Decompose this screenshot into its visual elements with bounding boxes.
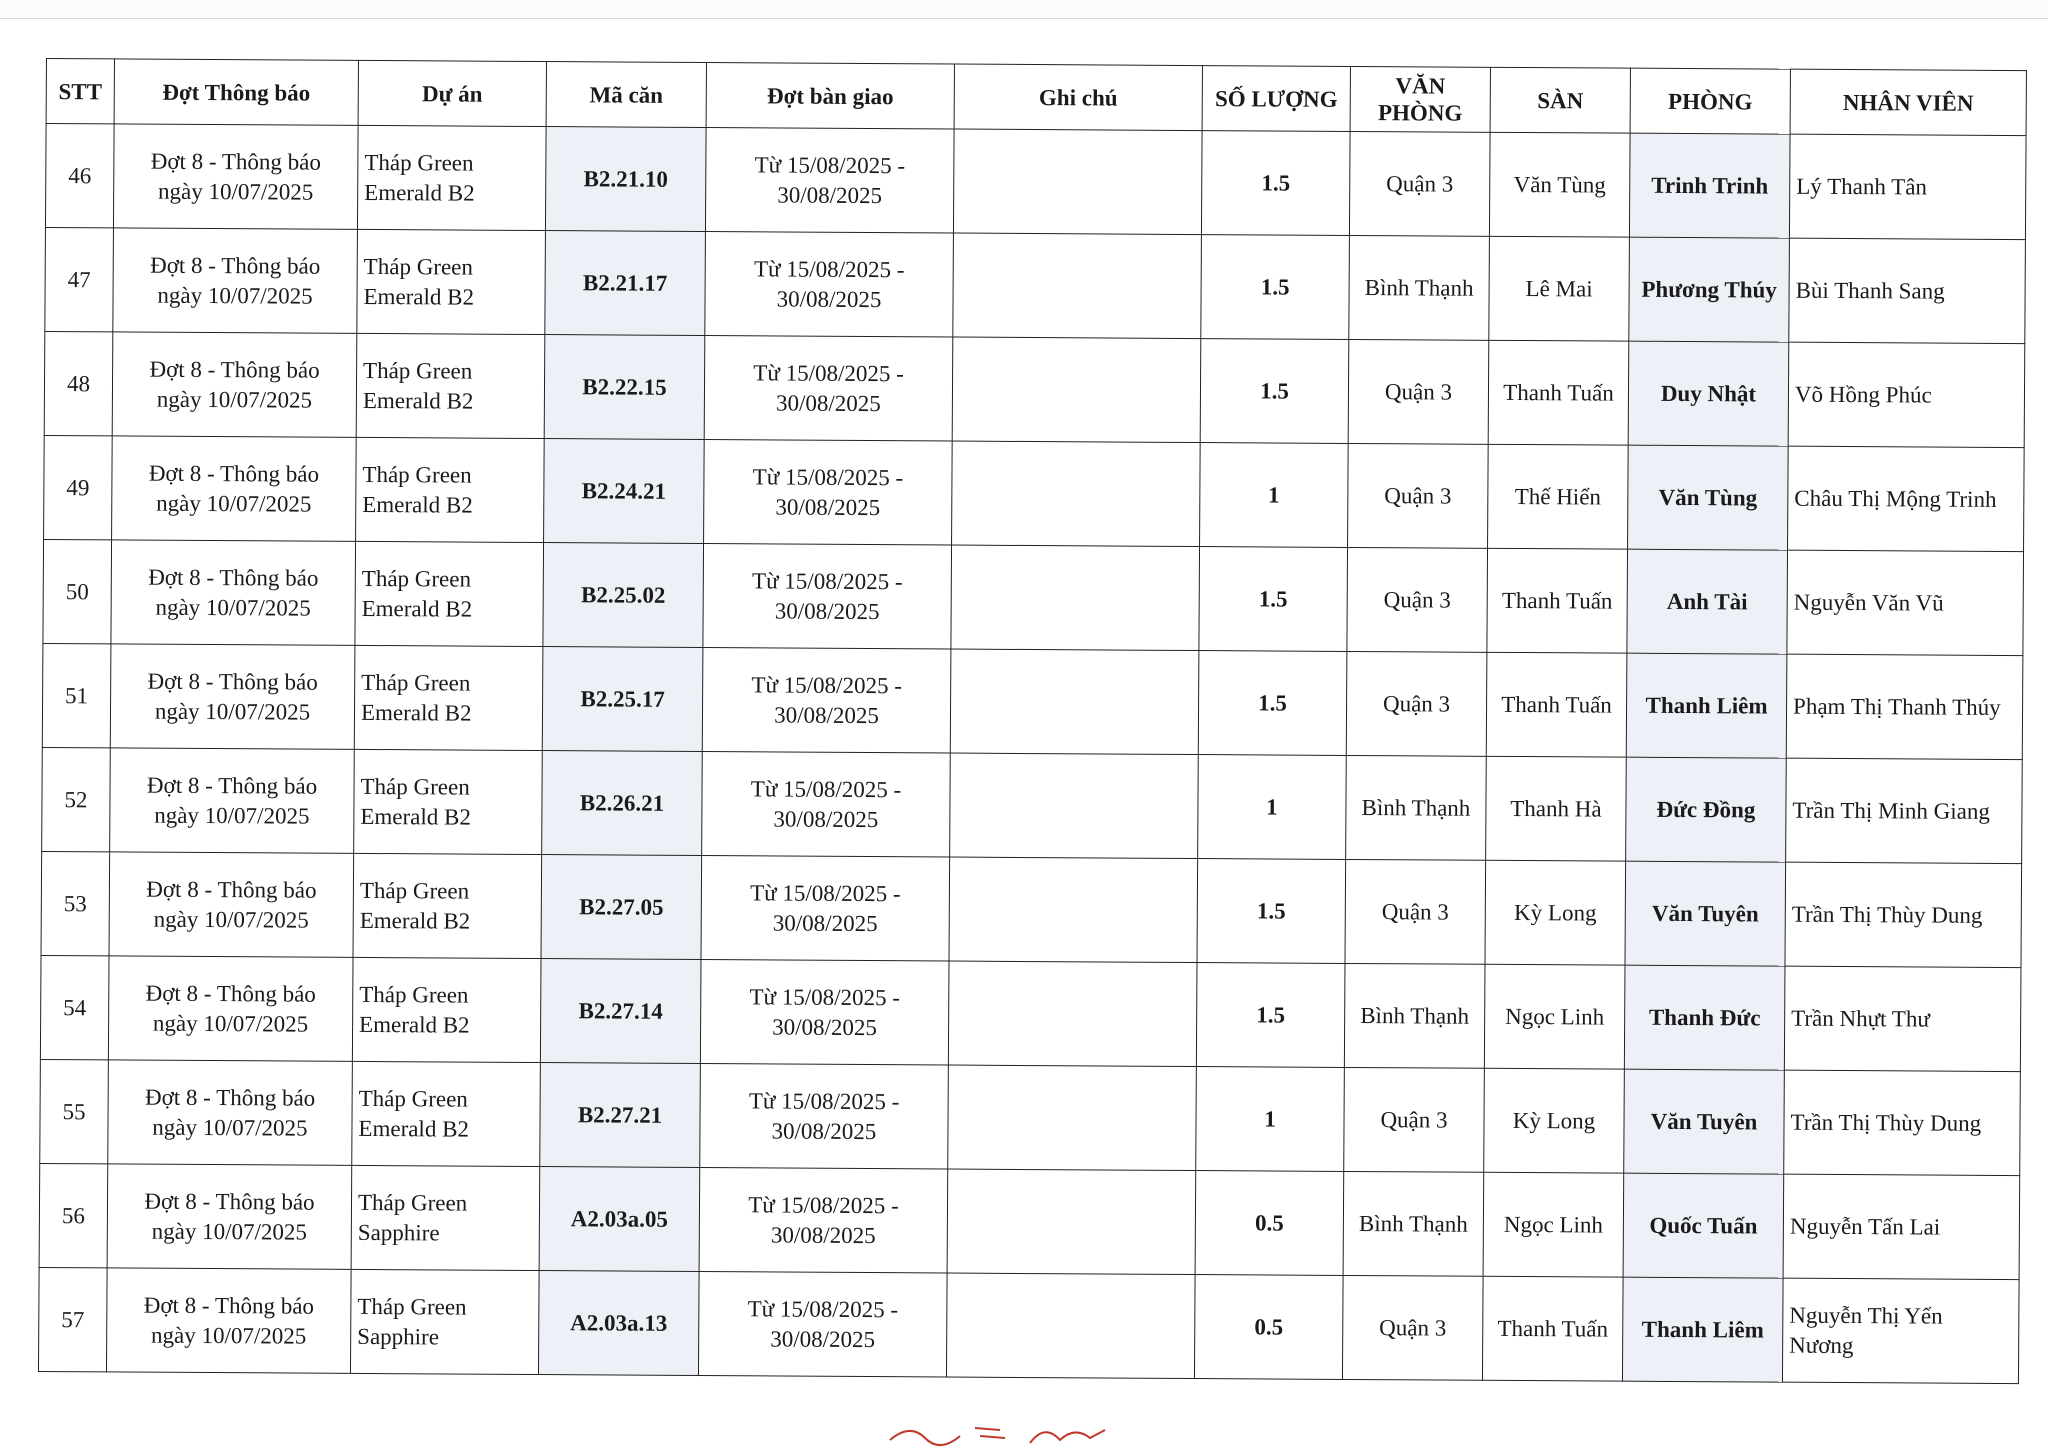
- header-san: SÀN: [1490, 67, 1630, 133]
- header-phong: PHÒNG: [1630, 68, 1790, 134]
- cell-stt: 47: [45, 227, 114, 331]
- cell-du-an: [353, 853, 542, 958]
- cell-dot-thong-bao-line1: Đợt 8 - Thông báo: [145, 980, 316, 1007]
- cell-ma-can: B2.26.21: [542, 751, 703, 856]
- cell-dot-ban-giao-line2: 30/08/2025: [776, 285, 882, 312]
- header-nhan-vien: NHÂN VIÊN: [1790, 69, 2026, 135]
- cell-nhan-vien: Trần Thị Minh Giang: [1786, 758, 2023, 863]
- cell-dot-thong-bao: [110, 748, 355, 853]
- cell-dot-thong-bao-line1: Đợt 8 - Thông báo: [146, 876, 317, 903]
- cell-dot-thong-bao-line1: Đợt 8 - Thông báo: [148, 460, 320, 487]
- cell-ghi-chu: [952, 441, 1201, 547]
- table-row: [39, 1163, 2020, 1279]
- cell-dot-thong-bao: [106, 1268, 351, 1373]
- cell-du-an-line1: Tháp Green: [359, 981, 469, 1008]
- cell-phong: Văn Tuyên: [1625, 861, 1786, 966]
- cell-dot-ban-giao: [704, 336, 953, 442]
- table-row: [38, 1267, 2019, 1383]
- cell-san: Lê Mai: [1489, 236, 1630, 341]
- cell-van-phong: Quận 3: [1348, 339, 1489, 444]
- cell-dot-thong-bao-line2: ngày 10/07/2025: [152, 1010, 309, 1037]
- cell-dot-ban-giao-line2: 30/08/2025: [774, 701, 879, 728]
- cell-dot-ban-giao-line1: Từ 15/08/2025 -: [749, 983, 901, 1010]
- cell-dot-thong-bao: [112, 332, 357, 437]
- cell-du-an: [355, 541, 544, 646]
- cell-stt: 54: [40, 955, 109, 1059]
- cell-dot-ban-giao: [702, 752, 951, 858]
- cell-stt: 51: [42, 643, 111, 747]
- cell-ghi-chu: [952, 337, 1201, 443]
- cell-san: Thanh Tuấn: [1482, 1276, 1623, 1381]
- cell-san: Thế Hiển: [1488, 444, 1629, 549]
- cell-dot-ban-giao-line1: Từ 15/08/2025 -: [748, 1087, 900, 1114]
- cell-dot-thong-bao: [107, 1164, 352, 1269]
- cell-dot-ban-giao: [702, 648, 951, 754]
- cell-so-luong: 1.5: [1197, 859, 1346, 964]
- cell-dot-thong-bao-line1: Đợt 8 - Thông báo: [144, 1084, 316, 1111]
- cell-dot-ban-giao: [699, 1168, 948, 1274]
- cell-ma-can: B2.25.17: [542, 647, 703, 752]
- cell-dot-ban-giao-line1: Từ 15/08/2025 -: [750, 775, 902, 802]
- cell-du-an: [352, 957, 541, 1062]
- cell-du-an: [354, 749, 543, 854]
- cell-san: Ngọc Linh: [1483, 1172, 1624, 1277]
- cell-stt: 46: [45, 124, 114, 228]
- cell-dot-thong-bao-line2: ngày 10/07/2025: [156, 386, 313, 413]
- cell-ma-can: B2.27.05: [541, 855, 702, 960]
- cell-dot-thong-bao-line1: Đợt 8 - Thông báo: [147, 668, 318, 695]
- cell-nhan-vien: Nguyễn Tấn Lai: [1783, 1174, 2020, 1279]
- cell-van-phong: Bình Thạnh: [1343, 1171, 1484, 1276]
- cell-ma-can: B2.24.21: [544, 439, 705, 544]
- cell-dot-ban-giao: [701, 856, 950, 962]
- cell-van-phong: Quận 3: [1347, 547, 1488, 652]
- cell-van-phong: Quận 3: [1349, 131, 1490, 236]
- cell-ghi-chu: [949, 857, 1198, 963]
- cell-du-an-line1: Tháp Green: [361, 669, 471, 696]
- cell-ma-can: B2.21.17: [545, 231, 706, 336]
- cell-stt: 56: [39, 1163, 108, 1267]
- cell-dot-ban-giao-line2: 30/08/2025: [771, 1117, 877, 1144]
- cell-du-an-line2: Emerald B2: [362, 387, 474, 414]
- cell-nhan-vien: Võ Hồng Phúc: [1788, 342, 2025, 447]
- table-row: [40, 955, 2021, 1071]
- cell-dot-ban-giao: [698, 1272, 947, 1378]
- cell-du-an: [354, 645, 543, 750]
- cell-dot-ban-giao-line2: 30/08/2025: [773, 805, 879, 832]
- cell-nhan-vien: Bùi Thanh Sang: [1789, 238, 2026, 343]
- cell-dot-ban-giao-line2: 30/08/2025: [777, 181, 883, 208]
- cell-stt: 57: [38, 1267, 107, 1371]
- cell-nhan-vien: Lý Thanh Tân: [1789, 134, 2026, 239]
- cell-san: Văn Tùng: [1489, 132, 1630, 237]
- document-table-container: [38, 58, 2026, 1384]
- cell-ghi-chu: [948, 961, 1197, 1067]
- cell-so-luong: 1.5: [1201, 131, 1350, 236]
- cell-du-an-line2: Emerald B2: [358, 1115, 470, 1142]
- cell-du-an-line1: Tháp Green: [364, 149, 474, 176]
- cell-dot-thong-bao: [109, 852, 354, 957]
- table-row: [41, 851, 2022, 967]
- cell-du-an-line2: Emerald B2: [363, 283, 475, 310]
- cell-du-an: [351, 1165, 540, 1270]
- cell-dot-ban-giao-line1: Từ 15/08/2025 -: [753, 255, 905, 282]
- cell-dot-ban-giao-line2: 30/08/2025: [772, 1013, 878, 1040]
- cell-ma-can: B2.22.15: [544, 335, 705, 440]
- cell-phong: Văn Tùng: [1628, 445, 1789, 550]
- cell-dot-ban-giao: [705, 232, 954, 338]
- cell-du-an: [352, 1061, 541, 1166]
- cell-dot-thong-bao: [108, 1060, 353, 1165]
- cell-san: Thanh Tuấn: [1487, 548, 1628, 653]
- cell-san: Thanh Tuấn: [1488, 340, 1629, 445]
- cell-dot-ban-giao-line1: Từ 15/08/2025 -: [747, 1295, 899, 1322]
- cell-dot-ban-giao-line2: 30/08/2025: [772, 909, 878, 936]
- cell-ma-can: B2.21.10: [545, 127, 706, 232]
- cell-dot-thong-bao: [110, 644, 355, 749]
- cell-so-luong: 1.5: [1198, 651, 1347, 756]
- cell-dot-thong-bao-line2: ngày 10/07/2025: [157, 178, 314, 205]
- cell-dot-thong-bao-line2: ngày 10/07/2025: [154, 698, 311, 725]
- cell-phong: Trinh Trinh: [1629, 133, 1790, 238]
- cell-du-an-line1: Tháp Green: [357, 1293, 467, 1320]
- cell-du-an-line2: Emerald B2: [364, 179, 475, 206]
- cell-du-an-line2: Emerald B2: [361, 595, 473, 622]
- cell-dot-ban-giao-line2: 30/08/2025: [775, 389, 881, 416]
- cell-dot-ban-giao: [704, 440, 953, 546]
- cell-du-an-line1: Tháp Green: [363, 253, 474, 280]
- cell-ma-can: B2.25.02: [543, 543, 704, 648]
- cell-du-an-line2: Emerald B2: [360, 699, 472, 726]
- cell-dot-ban-giao-line1: Từ 15/08/2025 -: [750, 879, 901, 906]
- cell-van-phong: Bình Thạnh: [1344, 963, 1485, 1068]
- cell-dot-ban-giao-line1: Từ 15/08/2025 -: [748, 1191, 899, 1218]
- cell-dot-thong-bao-line1: Đợt 8 - Thông báo: [150, 252, 321, 279]
- cell-stt: 52: [42, 747, 111, 851]
- cell-dot-ban-giao-line2: 30/08/2025: [770, 1325, 876, 1352]
- cell-dot-thong-bao-line1: Đợt 8 - Thông báo: [150, 148, 322, 175]
- cell-du-an-line2: Emerald B2: [359, 1011, 470, 1038]
- cell-du-an: [350, 1269, 539, 1374]
- cell-du-an: [356, 437, 545, 542]
- cell-stt: 48: [44, 331, 113, 435]
- header-van-phong-line1: VĂN: [1395, 73, 1446, 99]
- cell-dot-thong-bao-line2: ngày 10/07/2025: [154, 802, 310, 829]
- table-row: [40, 1059, 2021, 1175]
- cell-ma-can: B2.27.14: [540, 959, 701, 1064]
- cell-du-an-line1: Tháp Green: [359, 877, 470, 904]
- table-row: [44, 435, 2025, 551]
- table-row: [45, 124, 2026, 240]
- cell-so-luong: 1.5: [1199, 547, 1348, 652]
- cell-nhan-vien: Trần Thị Thùy Dung: [1785, 862, 2022, 967]
- cell-du-an: [356, 333, 545, 438]
- cell-dot-ban-giao-line1: Từ 15/08/2025 -: [752, 567, 903, 594]
- cell-dot-thong-bao: [113, 124, 358, 229]
- cell-dot-thong-bao-line2: ngày 10/07/2025: [157, 282, 313, 309]
- header-dot-ban-giao: Đợt bàn giao: [706, 63, 954, 130]
- cell-dot-ban-giao: [705, 128, 954, 234]
- cell-nhan-vien: Châu Thị Mộng Trinh: [1788, 446, 2025, 551]
- cell-dot-thong-bao: [111, 540, 356, 645]
- cell-san: Thanh Hà: [1486, 756, 1627, 861]
- cell-stt: 55: [40, 1059, 109, 1163]
- cell-van-phong: Quận 3: [1342, 1275, 1483, 1380]
- cell-phong: Thanh Liêm: [1622, 1277, 1783, 1382]
- cell-stt: 49: [44, 435, 113, 539]
- cell-van-phong: Quận 3: [1345, 859, 1486, 964]
- cell-dot-thong-bao-line2: ngày 10/07/2025: [156, 490, 312, 517]
- cell-van-phong: Quận 3: [1346, 651, 1487, 756]
- cell-dot-thong-bao-line1: Đợt 8 - Thông báo: [148, 564, 319, 591]
- table-row: [42, 643, 2023, 759]
- cell-van-phong: Quận 3: [1344, 1067, 1485, 1172]
- table-row: [44, 331, 2025, 447]
- cell-dot-ban-giao: [700, 1064, 949, 1170]
- cell-dot-ban-giao-line2: 30/08/2025: [770, 1221, 876, 1248]
- cell-dot-thong-bao-line1: Đợt 8 - Thông báo: [146, 772, 318, 799]
- cell-stt: 53: [41, 851, 110, 955]
- cell-du-an-line2: Sapphire: [357, 1219, 440, 1245]
- cell-dot-thong-bao-line2: ngày 10/07/2025: [151, 1322, 307, 1349]
- table-header-row: [46, 59, 2026, 136]
- cell-nhan-vien: Nguyễn Văn Vũ: [1787, 550, 2024, 655]
- cell-so-luong: 0.5: [1195, 1171, 1344, 1276]
- cell-phong: Quốc Tuấn: [1623, 1173, 1784, 1278]
- cell-dot-ban-giao: [700, 960, 949, 1066]
- cell-dot-ban-giao-line1: Từ 15/08/2025 -: [754, 151, 906, 178]
- cell-ghi-chu: [951, 545, 1200, 651]
- cell-san: Thanh Tuấn: [1486, 652, 1627, 757]
- cell-du-an-line1: Tháp Green: [358, 1085, 468, 1112]
- cell-nhan-vien: Trần Thị Thùy Dung: [1784, 1070, 2021, 1175]
- cell-dot-thong-bao-line1: Đợt 8 - Thông báo: [144, 1188, 315, 1215]
- cell-du-an: [357, 229, 546, 334]
- cell-du-an-line1: Tháp Green: [362, 461, 472, 488]
- cell-so-luong: 1: [1198, 755, 1347, 860]
- cell-ma-can: A2.03a.13: [538, 1271, 699, 1376]
- cell-so-luong: 1.5: [1196, 963, 1345, 1068]
- cell-phong: Duy Nhật: [1628, 341, 1789, 446]
- cell-so-luong: 1: [1196, 1067, 1345, 1172]
- cell-ghi-chu: [950, 649, 1199, 755]
- cell-dot-thong-bao-line2: ngày 10/07/2025: [151, 1218, 308, 1245]
- cell-dot-ban-giao-line1: Từ 15/08/2025 -: [752, 463, 904, 490]
- cell-dot-thong-bao: [113, 228, 358, 333]
- cell-dot-thong-bao: [112, 436, 357, 541]
- cell-du-an-line1: Tháp Green: [360, 773, 470, 800]
- cell-ghi-chu: [953, 129, 1202, 235]
- cell-phong: Anh Tài: [1627, 549, 1788, 654]
- cell-so-luong: 1.5: [1201, 235, 1350, 340]
- header-van-phong: [1350, 66, 1490, 132]
- cell-dot-ban-giao-line1: Từ 15/08/2025 -: [751, 671, 902, 698]
- scan-top-edge: [0, 0, 2048, 19]
- cell-phong: Thanh Liêm: [1626, 653, 1787, 758]
- cell-dot-ban-giao-line2: 30/08/2025: [774, 597, 880, 624]
- cell-du-an-line2: Emerald B2: [359, 907, 471, 934]
- cell-van-phong: Bình Thạnh: [1349, 235, 1490, 340]
- cell-du-an-line1: Tháp Green: [357, 1189, 468, 1216]
- handover-table: [38, 58, 2027, 1384]
- cell-dot-ban-giao-line2: 30/08/2025: [775, 493, 881, 520]
- cell-dot-thong-bao-line2: ngày 10/07/2025: [155, 594, 311, 621]
- cell-nhan-vien: Phạm Thị Thanh Thúy: [1786, 654, 2023, 759]
- cell-ma-can: B2.27.21: [540, 1063, 701, 1168]
- cell-dot-ban-giao: [703, 544, 952, 650]
- cell-ghi-chu: [946, 1273, 1195, 1379]
- cell-ghi-chu: [947, 1169, 1196, 1275]
- header-so-luong: SỐ LƯỢNG: [1202, 66, 1350, 132]
- table-row: [45, 227, 2026, 343]
- cell-van-phong: Bình Thạnh: [1346, 755, 1487, 860]
- signature-mark: [880, 1418, 1120, 1448]
- cell-phong: Văn Tuyên: [1624, 1069, 1785, 1174]
- header-du-an: Dự án: [358, 60, 546, 126]
- header-dot-thong-bao: Đợt Thông báo: [114, 59, 358, 125]
- cell-dot-thong-bao-line1: Đợt 8 - Thông báo: [149, 356, 320, 383]
- cell-so-luong: 1.5: [1200, 339, 1349, 444]
- table-row: [42, 747, 2023, 863]
- cell-so-luong: 0.5: [1194, 1275, 1343, 1380]
- table-body: [38, 124, 2026, 1384]
- cell-du-an-line2: Emerald B2: [360, 803, 471, 830]
- cell-dot-thong-bao-line2: ngày 10/07/2025: [152, 1114, 308, 1141]
- cell-dot-thong-bao-line1: Đợt 8 - Thông báo: [143, 1292, 315, 1319]
- cell-du-an-line2: Sapphire: [357, 1323, 440, 1349]
- cell-du-an-line2: Emerald B2: [362, 491, 473, 518]
- header-van-phong-line2: PHÒNG: [1377, 100, 1463, 126]
- cell-phong: Phương Thúy: [1629, 237, 1790, 342]
- header-ma-can: Mã căn: [546, 62, 706, 128]
- cell-dot-ban-giao-line1: Từ 15/08/2025 -: [753, 359, 904, 386]
- cell-san: Kỳ Long: [1484, 1068, 1625, 1173]
- cell-du-an-line1: Tháp Green: [361, 565, 472, 592]
- cell-ghi-chu: [948, 1065, 1197, 1171]
- table-row: [43, 539, 2024, 655]
- cell-phong: Đức Đồng: [1626, 757, 1787, 862]
- cell-ma-can: A2.03a.05: [539, 1167, 700, 1272]
- header-ghi-chu: Ghi chú: [954, 64, 1202, 131]
- cell-phong: Thanh Đức: [1624, 965, 1785, 1070]
- cell-so-luong: 1: [1200, 443, 1349, 548]
- cell-nhan-vien: Trần Nhựt Thư: [1784, 966, 2021, 1071]
- cell-du-an-line1: Tháp Green: [363, 357, 473, 384]
- cell-san: Kỳ Long: [1485, 860, 1626, 965]
- cell-stt: 50: [43, 539, 112, 643]
- cell-du-an: [357, 125, 546, 230]
- header-stt: STT: [46, 59, 114, 124]
- cell-ghi-chu: [950, 753, 1199, 859]
- cell-dot-thong-bao: [108, 956, 353, 1061]
- cell-nhan-vien: Nguyễn Thị Yến Nương: [1782, 1278, 2019, 1383]
- cell-van-phong: Quận 3: [1348, 443, 1489, 548]
- cell-san: Ngọc Linh: [1484, 964, 1625, 1069]
- cell-ghi-chu: [953, 233, 1202, 339]
- cell-dot-thong-bao-line2: ngày 10/07/2025: [153, 906, 309, 933]
